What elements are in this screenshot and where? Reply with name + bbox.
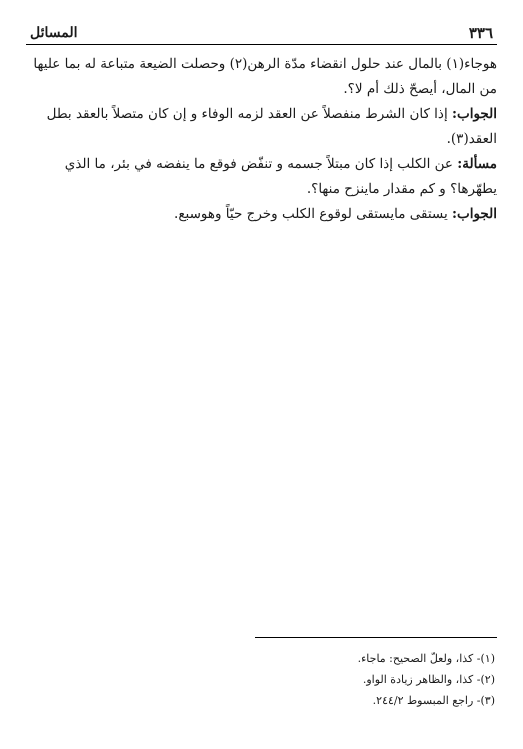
paragraph-answer-2 <box>28 202 497 227</box>
question-text: عن الكلب إذا كان مبتلاً جسمه و تنفّض فوقع ما ينفضه في بئر، ما الذي يطهّرها؟ و كم مقدار ماينزح منها؟. <box>64 156 497 197</box>
footnote-rule <box>255 637 497 638</box>
paragraph-question-2 <box>28 152 497 202</box>
running-head: المسائل <box>30 25 78 41</box>
answer-label: الجواب: <box>452 206 497 222</box>
main-text <box>28 52 497 227</box>
header-rule <box>26 44 497 45</box>
page-number: ٣٣٦ <box>468 24 493 42</box>
answer-text: إذا كان الشرط منفصلاً عن العقد لزمه الوفاء و إن كان متصلاً بالعقد بطل العقد(٣). <box>46 106 497 147</box>
footnotes <box>28 648 495 711</box>
question-label: مسألة: <box>457 156 497 172</box>
footnote: (١)- كذا، ولعلّ الصحيح: ماجاء. <box>357 652 495 665</box>
paragraph-answer-1 <box>28 102 497 152</box>
answer-text: يستقى مايستقى لوقوع الكلب وخرج حيّاً وهوسبع. <box>174 206 452 222</box>
footnote: (٣)- راجع المبسوط ٢٤٤/٢. <box>372 694 495 707</box>
footnote: (٢)- كذا، والظاهر زيادة الواو. <box>362 673 495 686</box>
answer-label: الجواب: <box>452 106 497 122</box>
paragraph-question-continuation: هوجاء(١) بالمال عند حلول انقضاء مدّة الرهن(٢) وحصلت الضيعة متباعة له بما عليها من المال، أيصحّ ذلك أم لا؟. <box>33 56 497 97</box>
page-header <box>26 24 497 44</box>
